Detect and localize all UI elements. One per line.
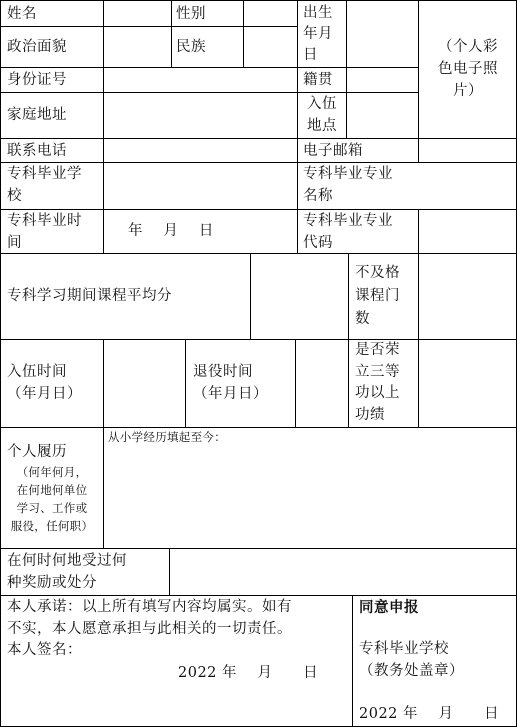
- col-line: [171, 0, 172, 67]
- col-line: [103, 0, 104, 253]
- enlist-time-label: 入伍时间 （年月日）: [7, 364, 82, 402]
- discharge-time-label: 退役时间 （年月日）: [193, 364, 268, 402]
- col-line: [348, 253, 349, 427]
- agree-title: 同意申报: [359, 599, 419, 616]
- col-line: [250, 253, 251, 339]
- col-line: [103, 339, 104, 427]
- major-name-label: 专科毕业专业 名称: [303, 166, 393, 204]
- resume-hint: 从小学经历填起至今：: [108, 430, 226, 444]
- agree-date: 2022 年 月 日: [359, 706, 500, 722]
- row-line: [0, 67, 418, 68]
- grad-time-label: 专科毕业时 间: [7, 213, 82, 251]
- col-line: [297, 0, 298, 253]
- col-line: [295, 339, 296, 427]
- col-line: [352, 595, 353, 727]
- gpa-label: 专科学习期间课程平均分: [7, 288, 172, 304]
- col-line: [418, 0, 419, 162]
- political-label: 政治面貌: [7, 39, 67, 55]
- col-line: [103, 427, 104, 548]
- failed-courses-label: 不及格 课程门 数: [355, 265, 400, 327]
- row-line: [0, 138, 517, 139]
- promise-date: 2022 年 月 日: [178, 665, 319, 681]
- gender-label: 性别: [176, 6, 206, 22]
- phone-label: 联系电话: [7, 143, 67, 159]
- resume-label: 个人履历: [7, 444, 67, 460]
- row-line: [0, 92, 418, 93]
- col-line: [418, 209, 419, 253]
- birth-label: 出生 年月 日: [303, 5, 333, 63]
- col-line: [346, 0, 347, 138]
- table-border-top: [0, 0, 517, 1]
- merit-label: 是否荣 立三等 功以上 功绩: [355, 342, 400, 423]
- col-line: [243, 0, 244, 67]
- row-line: [0, 595, 517, 596]
- address-label: 家庭地址: [7, 107, 67, 123]
- native-label: 籍贯: [303, 72, 333, 88]
- col-line: [418, 253, 419, 427]
- row-line: [0, 339, 517, 340]
- col-line: [185, 339, 186, 427]
- col-line: [169, 548, 170, 595]
- enlist-place-label: 入伍 地点: [307, 96, 337, 134]
- row-line: [0, 427, 517, 428]
- name-label: 姓名: [7, 6, 37, 22]
- major-code-label: 专科毕业专业 代码: [303, 213, 393, 251]
- row-line: [0, 26, 297, 27]
- awards-label: 在何时何地受过何 种奖励或处分: [7, 553, 127, 591]
- row-line: [0, 548, 517, 549]
- grad-time-value: 年 月 日: [128, 223, 214, 239]
- promise-text: 本人承诺：以上所有填写内容均属实。如有 不实，本人愿意承担与此相关的一切责任。 本人签名：: [7, 599, 292, 658]
- school-label: 专科毕业学 校: [7, 166, 82, 204]
- id-label: 身份证号: [7, 72, 67, 88]
- agree-school: 专科毕业学校 （教务处盖章）: [359, 641, 464, 679]
- resume-note: （何年何月， 在何地何单位 学习、工作或 服役，任何职）: [10, 465, 94, 533]
- ethnicity-label: 民族: [176, 39, 206, 55]
- table-border-left: [0, 0, 1, 727]
- email-label: 电子邮箱: [303, 143, 363, 159]
- photo-label: （个人彩 色电子照 片）: [438, 39, 498, 99]
